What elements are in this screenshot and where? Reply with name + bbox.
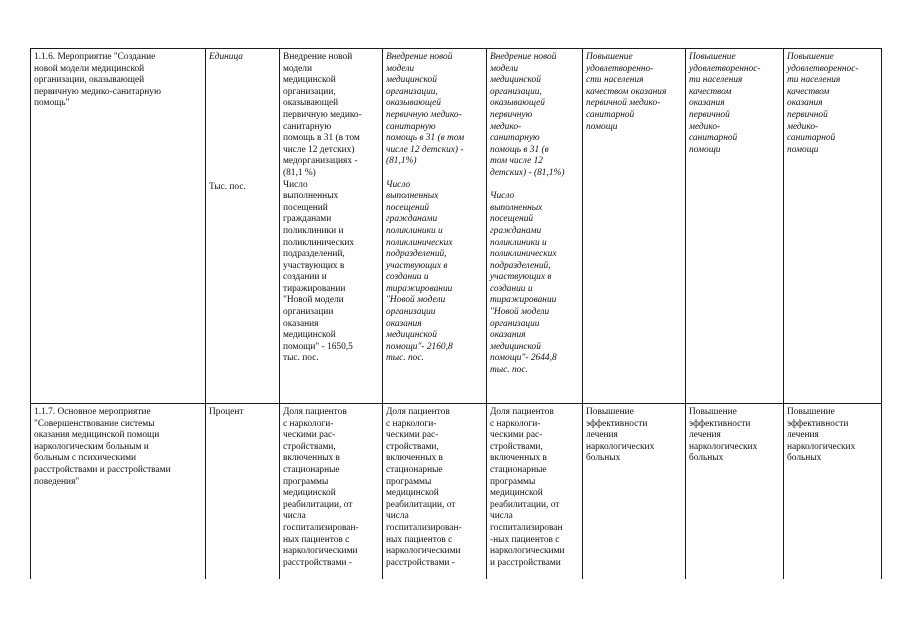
unit-cell (206, 404, 280, 580)
indicator-cell (487, 49, 583, 404)
indicator-text: Доля пациентов с наркологи- ческими рас- стройствами, включенных в стационарные программы медицинской реабилитации, от числа госпитализирован- ных пациентов с наркологическими расстройствами - (283, 407, 359, 568)
result-text: Повышение эффективности лечения наркологических больных (787, 407, 856, 464)
result-cell (686, 404, 784, 580)
indicator-cell (383, 49, 487, 404)
measure-text: 1.1.7. Основное мероприятие "Совершенствование системы оказания медицинской помощи наркологическим больным и больным с психическими расстройствами и расстройствами поведения" (34, 407, 171, 487)
unit-text: Процент (209, 407, 244, 417)
result-cell (784, 404, 882, 580)
indicator-cell (280, 49, 383, 404)
measures-table (30, 48, 882, 579)
indicator-text: Доля пациентов с наркологи- ческими рас- стройствами, включенных в стационарные программы медицинской реабилитации, от числа госпитализирован- ных пациентов с наркологическими расстройствами - (386, 407, 462, 568)
unit-text: Единица (209, 52, 243, 62)
table-row (31, 49, 882, 404)
spacer (209, 64, 276, 182)
measure-text: 1.1.6. Мероприятие "Создание новой модели медицинской организации, оказывающей первичную медико-санитарную помощь" (34, 52, 161, 109)
result-text: Повышение эффективности лечения наркологических больных (586, 407, 655, 464)
measure-cell (31, 49, 206, 404)
measure-cell (31, 404, 206, 580)
result-text: Повышение удовлетвореннос- ти населения качеством оказания первичной медико- санитарной помощи (689, 52, 761, 155)
result-text: Повышение удовлетвореннос- ти населения качеством оказания первичной медико- санитарной помощи (787, 52, 859, 155)
indicator-cell (487, 404, 583, 580)
result-text: Повышение эффективности лечения наркологических больных (689, 407, 758, 464)
indicator-text: Доля пациентов с наркологи- ческими рас- стройствами, включенных в стационарные программы медицинской реабилитации, от числа госпитализирован -ных пациентов с наркологическими и расстройствами (490, 407, 565, 568)
indicator-text: Внедрение новой модели медицинской организации, оказывающей первичную медико- санитарную помощь в 31 (в том числе 12 детских) медорганизациях - (81,1 %) Число выполненных посещений гражданами поликлиники и поликлинических подразделений, участвующих в создании и тиражировании "Новой модели организации оказания медицинской помощи" - 1650,5 тыс. пос. (283, 52, 362, 364)
result-cell (784, 49, 882, 404)
result-cell (583, 49, 686, 404)
indicator-cell (383, 404, 487, 580)
indicator-cell (280, 404, 383, 580)
indicator-text: Внедрение новой модели медицинской организации, оказывающей первичную медико- санитарную помощь в 31 (в том числе 12 детских) - (81,1%) Число выполненных посещений гражданами поликлиники и поликлинических подразделений, участвующих в создании и тиражировании "Новой модели организации оказания медицинской помощи"- 2644,8 тыс. пос. (490, 52, 565, 376)
result-cell (686, 49, 784, 404)
result-text: Повышение удовлетворенно- сти населения качеством оказания первичной медико- санитарной помощи (586, 52, 667, 132)
table-row (31, 404, 882, 580)
result-cell (583, 404, 686, 580)
indicator-text: Внедрение новой модели медицинской организации, оказывающей первичную медико- санитарную помощь в 31 (в том числе 12 детских) - (81,1%) Число выполненных посещений гражданами поликлиники и поликлинических подразделений, участвующих в создании и тиражировании "Новой модели организации оказания медицинской помощи"- 2160,8 тыс. пос. (386, 52, 465, 364)
unit-text-2: Тыс. пос. (209, 181, 246, 192)
unit-cell (206, 49, 280, 404)
